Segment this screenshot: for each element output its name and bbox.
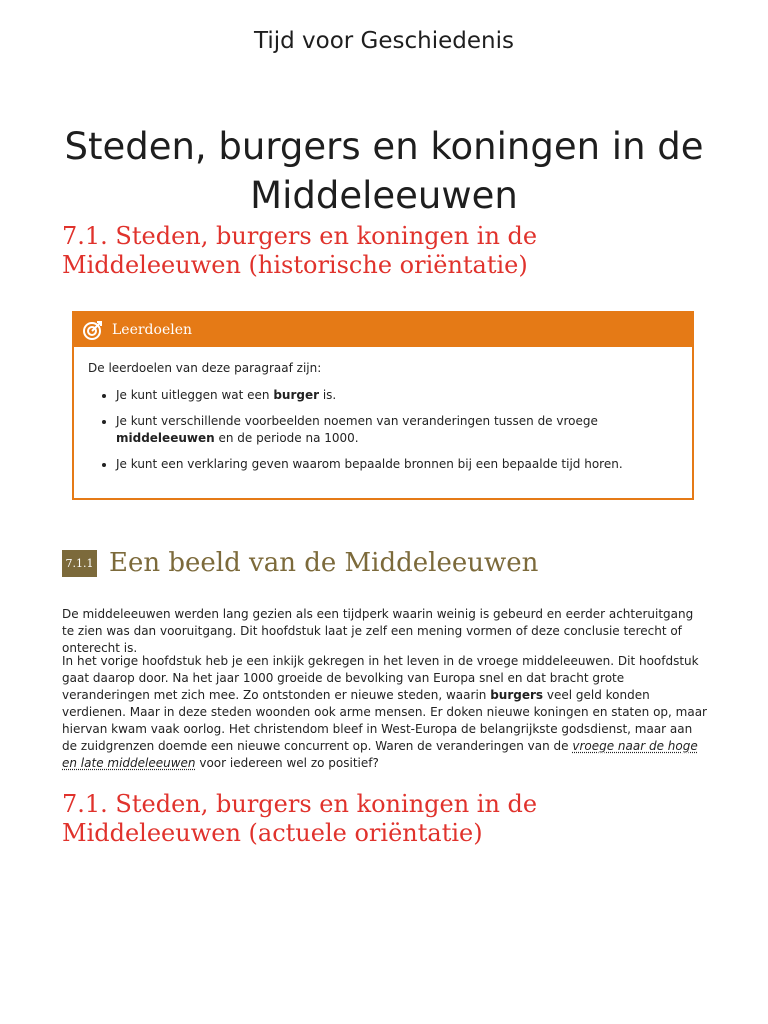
- leerdoel-item: • Je kunt uitleggen wat een burger is.: [116, 387, 678, 404]
- body-paragraph-2: In het vorige hoofdstuk heb je een inkijk gekregen in het leven in de vroege middeleeuwen. Dit hoofdstuk gaat daarop door. Na het jaar 1000 groeide de bevolking van Europa snel en dat bracht grote veranderingen met zich mee. Zo ontstonden er nieuwe steden, waarin burgers veel geld konden verdienen. Maar in deze steden woonden ook arme mensen. Er doken nieuwe koningen en staten op, maar hiervan kwam vaak oorlog. Het christendom bleef in West-Europa de belangrijkste godsdienst, maar aan de zuidgrenzen doemde een nieuwe concurrent op. Waren de veranderingen van de vroege naar de hoge en late middeleeuwen voor iedereen wel zo positief?: [62, 654, 707, 770]
- leerdoelen-body: [74, 347, 692, 473]
- chapter-title: Steden, burgers en koningen in de Middeleeuwen: [64, 125, 704, 217]
- leerdoelen-list: [88, 387, 678, 473]
- term-link-middeleeuwen[interactable]: vroege naar de hoge en late middeleeuwen: [62, 739, 698, 770]
- paragraph-number-badge: 7.1.1: [62, 550, 97, 577]
- body-paragraph-1: De middeleeuwen werden lang gezien als een tijdperk waarin weinig is gebeurd en eerder achteruitgang te zien was dan vooruitgang. Dit hoofdstuk laat je zelf een mening vormen of deze conclusie terecht of onterecht is.: [62, 607, 694, 655]
- leerdoel-item: • Je kunt verschillende voorbeelden noemen van veranderingen tussen de vroege middeleeuwen en de periode na 1000.: [116, 413, 678, 447]
- target-icon: [82, 319, 104, 341]
- leerdoel-item: • Je kunt een verklaring geven waarom bepaalde bronnen bij een bepaalde tijd horen.: [116, 456, 678, 473]
- paragraph-heading: [62, 548, 538, 578]
- leerdoelen-header: [74, 313, 692, 347]
- leerdoelen-label: Leerdoelen: [112, 322, 193, 338]
- leerdoelen-intro: De leerdoelen van deze paragraaf zijn:: [88, 361, 322, 375]
- section-title-actual: 7.1. Steden, burgers en koningen in de Middeleeuwen (actuele oriëntatie): [62, 790, 538, 847]
- book-title: Tijd voor Geschiedenis: [254, 28, 514, 54]
- leerdoelen-box: [72, 311, 694, 500]
- paragraph-title: Een beeld van de Middeleeuwen: [109, 548, 539, 578]
- section-title-historic: 7.1. Steden, burgers en koningen in de Middeleeuwen (historische oriëntatie): [62, 222, 538, 279]
